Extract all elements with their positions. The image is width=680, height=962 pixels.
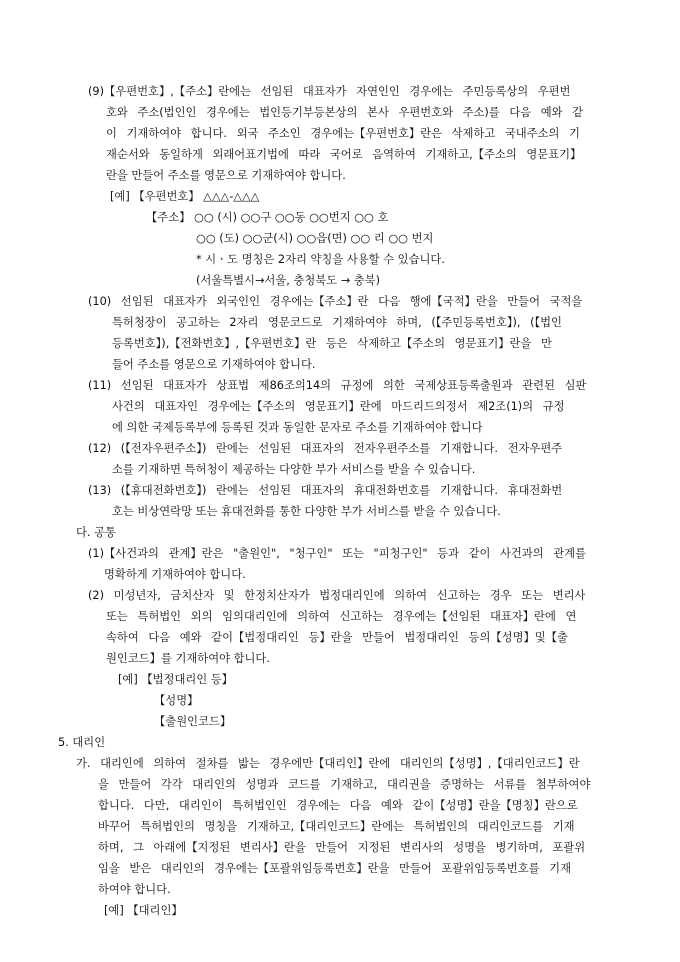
text-line: 을 만들어 각각 대리인의 성명과 코드를 기재하고, 대리권을 증명하는 서류를 첨부하여야 xyxy=(98,778,591,791)
text-line: 에 의한 국제등록부에 등록된 것과 동일한 문자로 주소를 기재하여야 합니다 xyxy=(112,421,483,434)
text-line: 원인코드】를 기재하여야 합니다. xyxy=(106,652,270,665)
text-line: 임을 받은 대리인의 경우에는【포괄위임등록번호】란을 만들어 포괄위임등록번호를 기재 xyxy=(98,862,572,875)
text-line: 하며, 그 아래에【지정된 변리사】란을 만들어 지정된 변리사의 성명을 병기하며, 포괄위 xyxy=(98,841,586,854)
text-line: 【출원인코드】 xyxy=(154,715,232,728)
text-line: (13) (【휴대전화번호】) 란에는 선임된 대표자의 휴대전화번호를 기재합니다. 휴대전화번 xyxy=(88,484,563,497)
text-line: 【성명】 xyxy=(154,694,199,707)
text-line: 가. 대리인에 의하여 절차를 밟는 경우에만【대리인】란에 대리인의【성명】,【대리인코드】란 xyxy=(76,757,580,770)
text-line: * 시ㆍ도 명칭은 2자리 약칭을 사용할 수 있습니다. xyxy=(196,253,445,266)
text-line: 합니다. 다만, 대리인이 특허법인인 경우에는 다음 예와 같이【성명】란을【명칭】란으로 xyxy=(98,799,578,812)
text-line: 란을 만들어 주소를 영문으로 기재하여야 합니다. xyxy=(106,169,346,182)
text-line: (11) 선임된 대표자가 상표법 제86조의14의 규정에 의한 국제상표등록출원과 관련된 심판 xyxy=(88,379,587,392)
text-line: 등록번호】),【전화번호】,【우편번호】란 등은 삭제하고【주소의 영문표기】란을 만 xyxy=(112,337,552,350)
text-line: 호는 비상연락망 또는 휴대전화를 통한 다양한 부가 서비스를 받을 수 있습니다. xyxy=(112,505,501,518)
text-line: (1)【사건과의 관계】란은 "출원인", "청구인" 또는 "피청구인" 등과 같이 사건과의 관계를 xyxy=(88,547,586,560)
text-line: 5. 대리인 xyxy=(58,736,106,749)
text-line: 하여야 합니다. xyxy=(98,883,171,896)
text-line: 사건의 대표자인 경우에는【주소의 영문표기】란에 마드리드의정서 제2조(1)의 규정 xyxy=(112,400,565,413)
text-line: 속하여 다음 예와 같이【법정대리인 등】란을 만들어 법정대리인 등의【성명】및【출 xyxy=(106,631,568,644)
text-line: 또는 특허법인 외의 임의대리인에 의하여 신고하는 경우에는【선임된 대표자】란에 연 xyxy=(106,610,577,623)
text-line: (2) 미성년자, 금치산자 및 한정치산자가 법정대리인에 의하여 신고하는 경우 또는 변리사 xyxy=(88,589,586,602)
text-line: [예] 【법정대리인 등】 xyxy=(118,673,233,686)
text-line: 호와 주소(법인인 경우에는 법인등기부등본상의 본사 우편번호와 주소)를 다음 예와 같 xyxy=(106,106,584,119)
text-line: (10) 선임된 대표자가 외국인인 경우에는【주소】란 다음 행에【국적】란을 만들어 국적을 xyxy=(88,295,583,308)
text-line: (12) (【전자우편주소】) 란에는 선임된 대표자의 전자우편주소를 기재합니다. 전자우편주 xyxy=(88,442,563,455)
text-line: 소를 기재하면 특허청이 제공하는 다양한 부가 서비스를 받을 수 있습니다. xyxy=(112,463,476,476)
text-line: (서울특별시→서울, 충청북도 → 충북) xyxy=(196,274,380,287)
text-line: (9)【우편번호】,【주소】란에는 선임된 대표자가 자연인인 경우에는 주민등록상의 우편번 xyxy=(88,85,571,98)
text-line: 특허청장이 공고하는 2자리 영문코드로 기재하여야 하며, (【주민등록번호】), (【법인 xyxy=(112,316,562,329)
text-line: 【주소】 ○○ (시) ○○구 ○○동 ○○번지 ○○ 호 xyxy=(146,211,389,224)
text-line: 명확하게 기재하여야 합니다. xyxy=(104,568,246,581)
text-line: 재순서와 동일하게 외래어표기법에 따라 국어로 음역하여 기재하고,【주소의 영문표기】 xyxy=(106,148,582,161)
text-line: 다. 공통 xyxy=(76,526,116,539)
text-line: [예] 【대리인】 xyxy=(104,904,183,917)
text-line: 들어 주소를 영문으로 기재하여야 합니다. xyxy=(112,358,316,371)
text-line: 이 기재하여야 합니다. 외국 주소인 경우에는【우편번호】란은 삭제하고 국내주소의 기 xyxy=(106,127,580,140)
text-line: [예] 【우편번호】 △△△-△△△ xyxy=(110,190,260,203)
text-line: ○○ (도) ○○군(시) ○○읍(면) ○○ 리 ○○ 번지 xyxy=(196,232,434,245)
text-line: 바꾸어 특허법인의 명칭을 기재하고,【대리인코드】란에는 특허법인의 대리인코드를 기재 xyxy=(98,820,575,833)
